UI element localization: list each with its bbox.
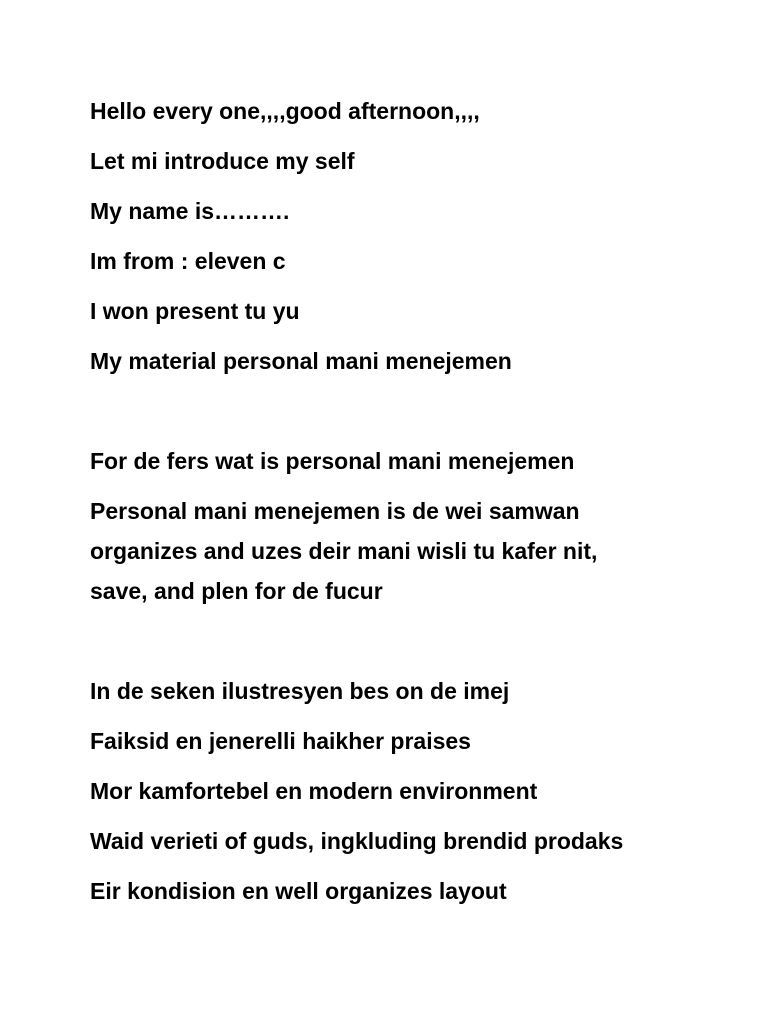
definition-paragraph [90, 491, 710, 611]
text-line: My name is………. [90, 198, 290, 224]
text-line: My material personal mani menejemen [90, 348, 512, 374]
text-line: Mor kamfortebel en modern environment [90, 778, 538, 804]
text-line: Im from : eleven c [90, 248, 286, 274]
section-heading: For de fers wat is personal mani menejemen [90, 448, 575, 474]
document-body [90, 95, 710, 925]
blank-line [90, 625, 710, 675]
paragraph-line: save, and plen for de fucur [90, 578, 383, 604]
text-line: Faiksid en jenerelli haikher praises [90, 728, 471, 754]
paragraph-line: Personal mani menejemen is de wei samwan [90, 498, 580, 524]
text-line: Hello every one,,,,good afternoon,,,, [90, 98, 480, 124]
text-line: Let mi introduce my self [90, 148, 355, 174]
text-line: Waid verieti of guds, ingkluding brendid prodaks [90, 828, 624, 854]
paragraph-line: organizes and uzes deir mani wisli tu kafer nit, [90, 538, 598, 564]
blank-line [90, 395, 710, 445]
text-line: Eir kondision en well organizes layout [90, 878, 507, 904]
text-line: I won present tu yu [90, 298, 300, 324]
text-line: In de seken ilustresyen bes on de imej [90, 678, 510, 704]
